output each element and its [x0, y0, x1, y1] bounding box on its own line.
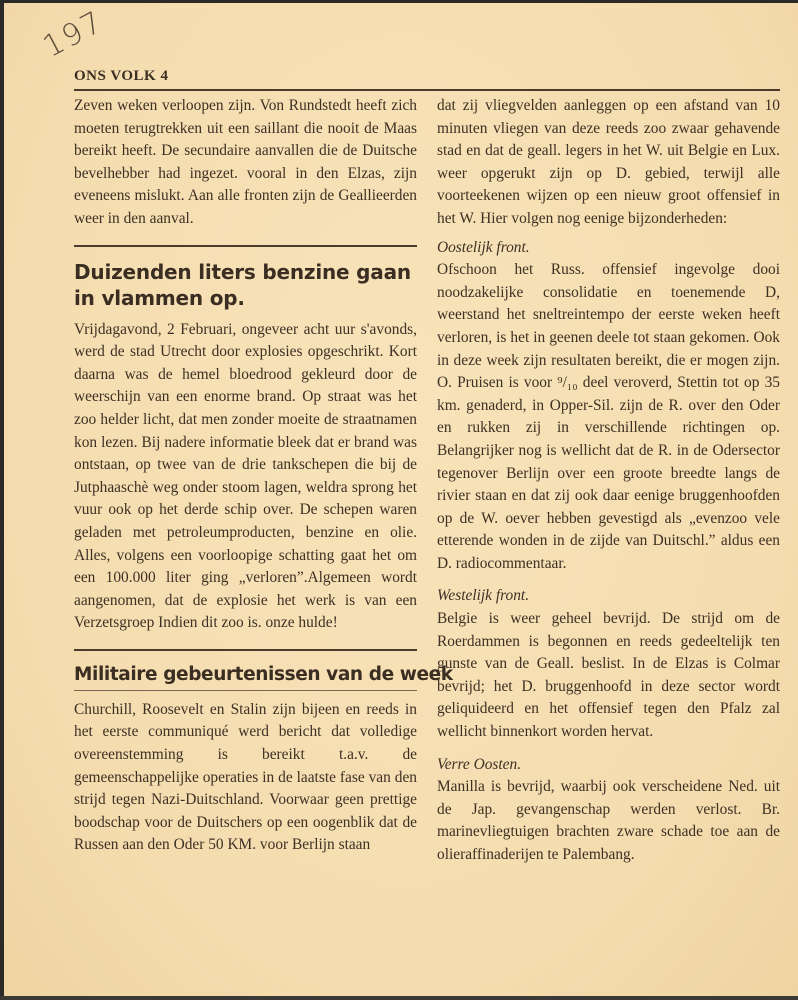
article-title-benzine: Duizenden liters benzine gaan in vlammen op. [74, 259, 411, 310]
section-body-far-east: Manilla is bevrijd, waarbij ook verscheidene Ned. uit de Jap. gevangenschap werden verlost. Br. marinevliegtuigen brachten zware schade toe aan de olieraffinaderijen te Palembang. [437, 778, 780, 863]
subheading-far-east: Verre Oosten. [437, 755, 522, 773]
masthead-rule [74, 89, 780, 91]
eastern-front-text-part2: deel veroverd, Stettin tot op 35 km. genaderd, in Opper-Sil. zijn de R. over den Oder en rukken zij in verschillende richtingen op. Belangrijker nog is wellicht dat de R. in de Odersector tegenover Berlijn over een groote breedte langs de rivier staan en dat zij ook daar eenige bruggenhoofden op de W. oever hebben gevestigd als „evenzoo vele etterende wonden in de zijde van Duitschl.” aldus een D. radiocommentaar. [437, 374, 780, 572]
fraction-nine-tenths: ⁹/₁₀ [557, 374, 578, 392]
continuation-paragraph: dat zij vliegvelden aanleggen op een afstand van 10 minuten vliegen van deze reeds zoo zwaar gehavende stad en dat de geall. legers in het W. uit Belgie en Lux. weer opgerukt zijn op D. gebied, terwijl alle voorteekenen wijzen op een nieuw groot offensief in het W. Hier volgen nog eenige bijzonderheden: [437, 97, 780, 227]
left-column [74, 95, 453, 857]
section-divider [74, 245, 417, 247]
intro-paragraph: Zeven weken verloopen zijn. Von Rundstedt heeft zich moeten terugtrekken uit een saillant die nooit de Maas bereikt heeft. De secundaire aanvallen die de Duitsche bevelhebber had ingezet. vooral in den Elzas, zijn eveneens mislukt. Aan alle fronten zijn de Geallieerden weer in den aanval. [74, 97, 417, 227]
masthead: ONS VOLK 4 [74, 68, 169, 84]
article-body-military-events: Churchill, Roosevelt en Stalin zijn bijeen en reeds in het eerste communiqué werd bericht dat volledige overeenstemming is bereikt t.a.v. de gemeenschappelijke operaties in de laatste fase van den strijd tegen Nazi-Duitschland. Voorwaar geen prettige boodschap voor de Duitschers op een oogenblik dat de Russen aan den Oder 50 KM. voor Berlijn staan [74, 700, 417, 854]
section-body-eastern-front [437, 259, 780, 575]
eastern-front-text-part1: Ofschoon het Russ. offensief ingevolge dooi noodzakelijke consolidatie en toenemende D, weerstand het sneltreintempo der eerste weken heeft verloren, is het in geenen deele tot staan gekomen. Ook in deze week zijn resultaten bereikt, die er mogen zijn. O. Pruisen is voor [437, 261, 780, 392]
subheading-eastern-front: Oostelijk front. [437, 238, 530, 256]
article-title-military-events: Militaire gebeurtenissen van de week [74, 663, 417, 691]
section-body-western-front: Belgie is weer geheel bevrijd. De strijd om de Roerdammen is begonnen en reeds gedeeltelijk ten gunste van de Geall. beslist. In de Elzas is Colmar bevrijd; het D. bruggenhoofd in deze sector wordt geliquideerd en het offensief tegen den Pfalz zal wellicht binnenkort worden hervat. [437, 610, 780, 741]
newspaper-page [4, 3, 798, 997]
subheading-western-front: Westelijk front. [437, 587, 530, 605]
section-divider [74, 649, 417, 651]
article-body-benzine: Vrijdagavond, 2 Februari, ongeveer acht uur s'avonds, werd de stad Utrecht door explosies opgeschrikt. Kort daarna was de hemel bloedrood gekleurd door de weerschijn van een enorme brand. Op straat was het zoo helder licht, dat men zonder moeite de straatnamen kon lezen. Bij nadere informatie bleek dat er brand was ontstaan, op twee van de drie tankschepen die bij de Jutphaaschè weg onder stoom lagen, weldra sprong het vuur ook op het derde schip over. De schepen waren geladen met petroleumproducten, benzine en olie. Alles, volgens een voorloopige schatting gaat het om een 100.000 liter ging „verloren”.Algemeen wordt aangenomen, dat de explosie het werk is van een Verzetsgroep Indien dit zoo is. onze hulde! [74, 320, 417, 632]
handwritten-page-number: 197 [37, 4, 110, 65]
scan-edge [0, 996, 798, 1000]
right-column [437, 95, 780, 867]
